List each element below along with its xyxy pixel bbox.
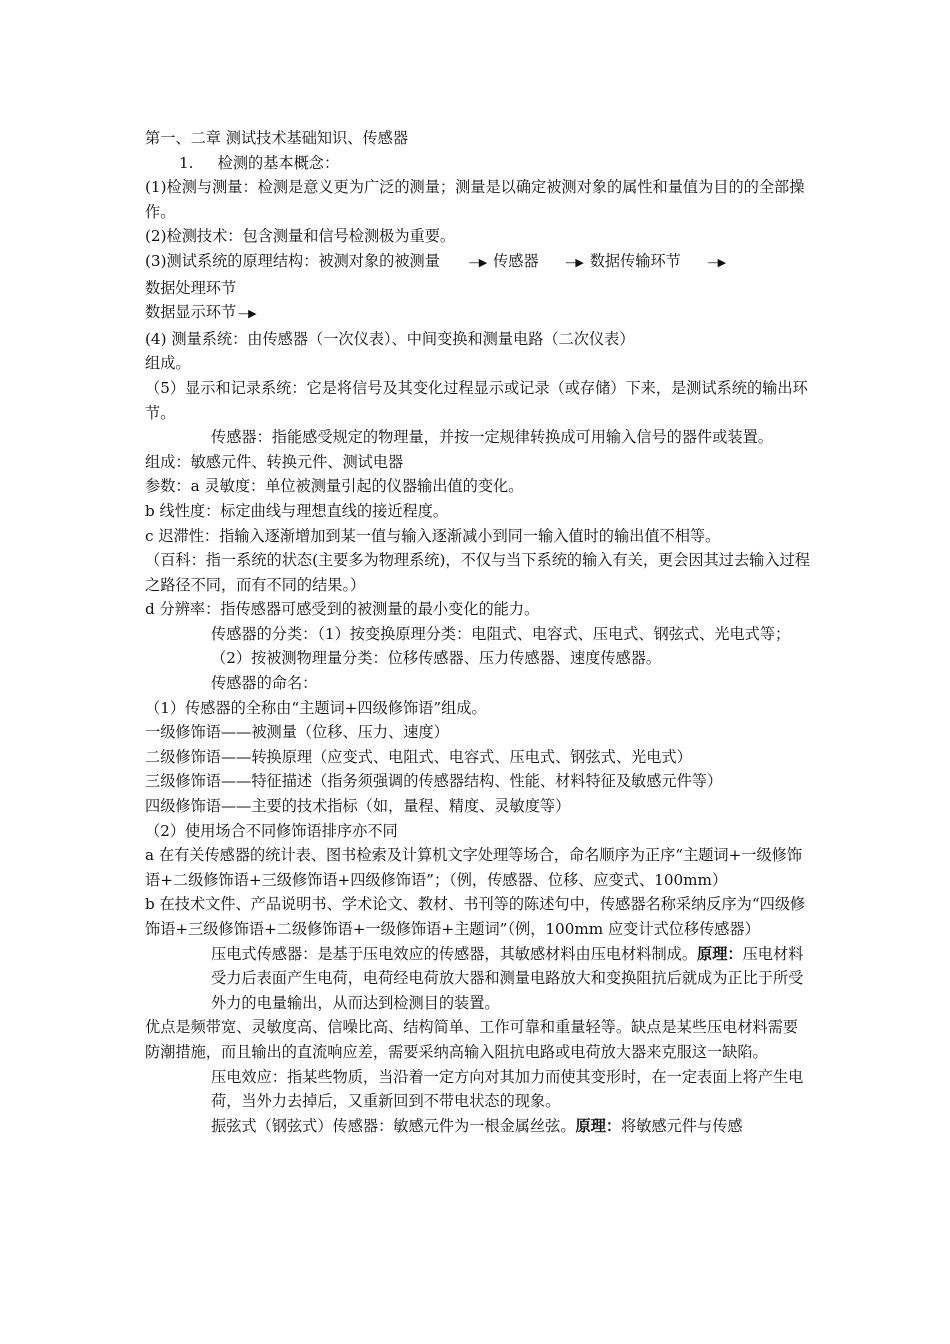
paragraph: 优点是频带宽、灵敏度高、信噪比高、结构简单、工作可靠和重量轻等。缺点是某些压电材料需要防潮措施，而且输出的直流响应差，需要采纳高输入阻抗电路或电荷放大器来克服这一缺陷。 — [145, 1018, 799, 1061]
text-run: 振弦式（钢弦式）传感器：敏感元件为一根金属丝弦。 — [211, 1116, 576, 1135]
paragraph — [145, 942, 811, 1016]
paragraph: d 分辨率：指传感器可感受到的被测量的最小变化的能力。 — [145, 600, 540, 619]
paragraph: 传感器：指能感受规定的物理量，并按一定规律转换成可用输入信号的器件或装置。 — [211, 428, 773, 447]
bold-label: 原理： — [697, 944, 743, 963]
paragraph: (1)检测与测量：检测是意义更为广泛的测量；测量是以确定被测对象的属性和量值为目的的全部操作。 — [145, 178, 805, 221]
section-title: 检测的基本概念： — [217, 153, 340, 172]
paragraph: 三级修饰语——特征描述（指务须强调的传感器结构、性能、材料特征及敏感元件等） — [145, 772, 723, 791]
text-run: 将敏感元件与传感 — [621, 1116, 743, 1135]
paragraph: b 线性度：标定曲线与理想直线的接近程度。 — [145, 501, 449, 520]
paragraph: 传感器的分类：（1）按变换原理分类：电阻式、电容式、压电式、钢弦式、光电式等；（2）按被测物理量分类：位移传感器、压力传感器、速度传感器。 — [211, 624, 791, 668]
flow-step: 数据显示环节 — [145, 303, 237, 322]
paragraph: （5）显示和记录系统：它是将信号及其变化过程显示或记录（或存储）下来，是测试系统的输出环节。 — [145, 378, 808, 422]
flow-step: 数据传输环节 — [589, 251, 681, 270]
document-page — [145, 126, 811, 1138]
paragraph: 一级修饰语——被测量（位移、压力、速度） — [145, 723, 449, 742]
paragraph: 参数：a 灵敏度：单位被测量引起的仪器输出值的变化。 — [145, 477, 524, 496]
text-run: 压电式传感器：是基于压电效应的传感器，其敏感材料由压电材料制成。 — [211, 944, 697, 963]
bold-label: 原理： — [575, 1116, 622, 1135]
paragraph: 二级修饰语——转换原理（应变式、电阻式、电容式、压电式、钢弦式、光电式） — [145, 747, 692, 766]
paragraph: （2）使用场合不同修饰语排序亦不同 — [145, 821, 398, 840]
paragraph: 四级修饰语——主要的技术指标（如，量程、精度、灵敏度等） — [145, 797, 571, 816]
flow-step: 数据处理环节 — [145, 278, 237, 297]
flow-continuation — [145, 300, 811, 327]
paragraph — [145, 1114, 811, 1139]
paragraph: a 在有关传感器的统计表、图书检索及计算机文字处理等场合，命名顺序为正序“主题词+一级修饰语+二级修饰语+三级修饰语+四级修饰语”；（例，传感器、位移、应变式、100mm） — [145, 846, 803, 889]
paragraph: (2)检测技术：包含测量和信号检测极为重要。 — [145, 227, 456, 246]
system-structure-flow — [145, 249, 811, 300]
flow-lead: (3)测试系统的原理结构：被测对象的被测量 — [145, 251, 440, 270]
section-heading — [145, 151, 811, 176]
paragraph: （百科：指一系统的状态(主要多为物理系统)，不仅与当下系统的输入有关，更会因其过去输入过程之路径不同，而有不同的结果。） — [145, 551, 810, 594]
arrow-icon: —▶ — [565, 255, 583, 269]
arrow-icon: —▶ — [238, 307, 256, 321]
paragraph: 组成：敏感元件、转换元件、测试电器 — [145, 452, 404, 471]
paragraph: (4) 测量系统：由传感器（一次仪表）、中间变换和测量电路（二次仪表） — [145, 329, 635, 348]
paragraph: b 在技术文件、产品说明书、学术论文、教材、书刊等的陈述句中，传感器名称采纳反序为“四级修饰语+三级修饰语+二级修饰语+一级修饰语+主题词”（例，100mm 应变计式位移传感器） — [145, 895, 806, 938]
arrow-icon: —▶ — [707, 255, 726, 269]
section-number: 1. — [179, 153, 194, 172]
paragraph: 压电效应：指某些物质，当沿着一定方向对其加力而使其变形时，在一定表面上将产生电荷，当外力去掉后，又重新回到不带电状态的现象。 — [211, 1067, 804, 1111]
text-run: 压电材料受力后表面产生电荷，电荷经电荷放大器和测量电路放大和变换阻抗后就成为正比于所受外力的电量输出，从而达到检测目的装置。 — [211, 944, 804, 1012]
chapter-title: 第一、二章 测试技术基础知识、传感器 — [145, 129, 409, 147]
paragraph: 传感器的命名： — [211, 674, 318, 693]
paragraph: c 迟滞性：指输入逐渐增加到某一值与输入逐渐减小到同一输入值时的输出值不相等。 — [145, 526, 721, 545]
flow-step: 传感器 — [493, 251, 539, 270]
arrow-icon: —▶ — [468, 255, 487, 269]
paragraph: 组成。 — [145, 354, 191, 373]
paragraph: （1）传感器的全称由“主题词+四级修饰语”组成。 — [145, 698, 487, 717]
